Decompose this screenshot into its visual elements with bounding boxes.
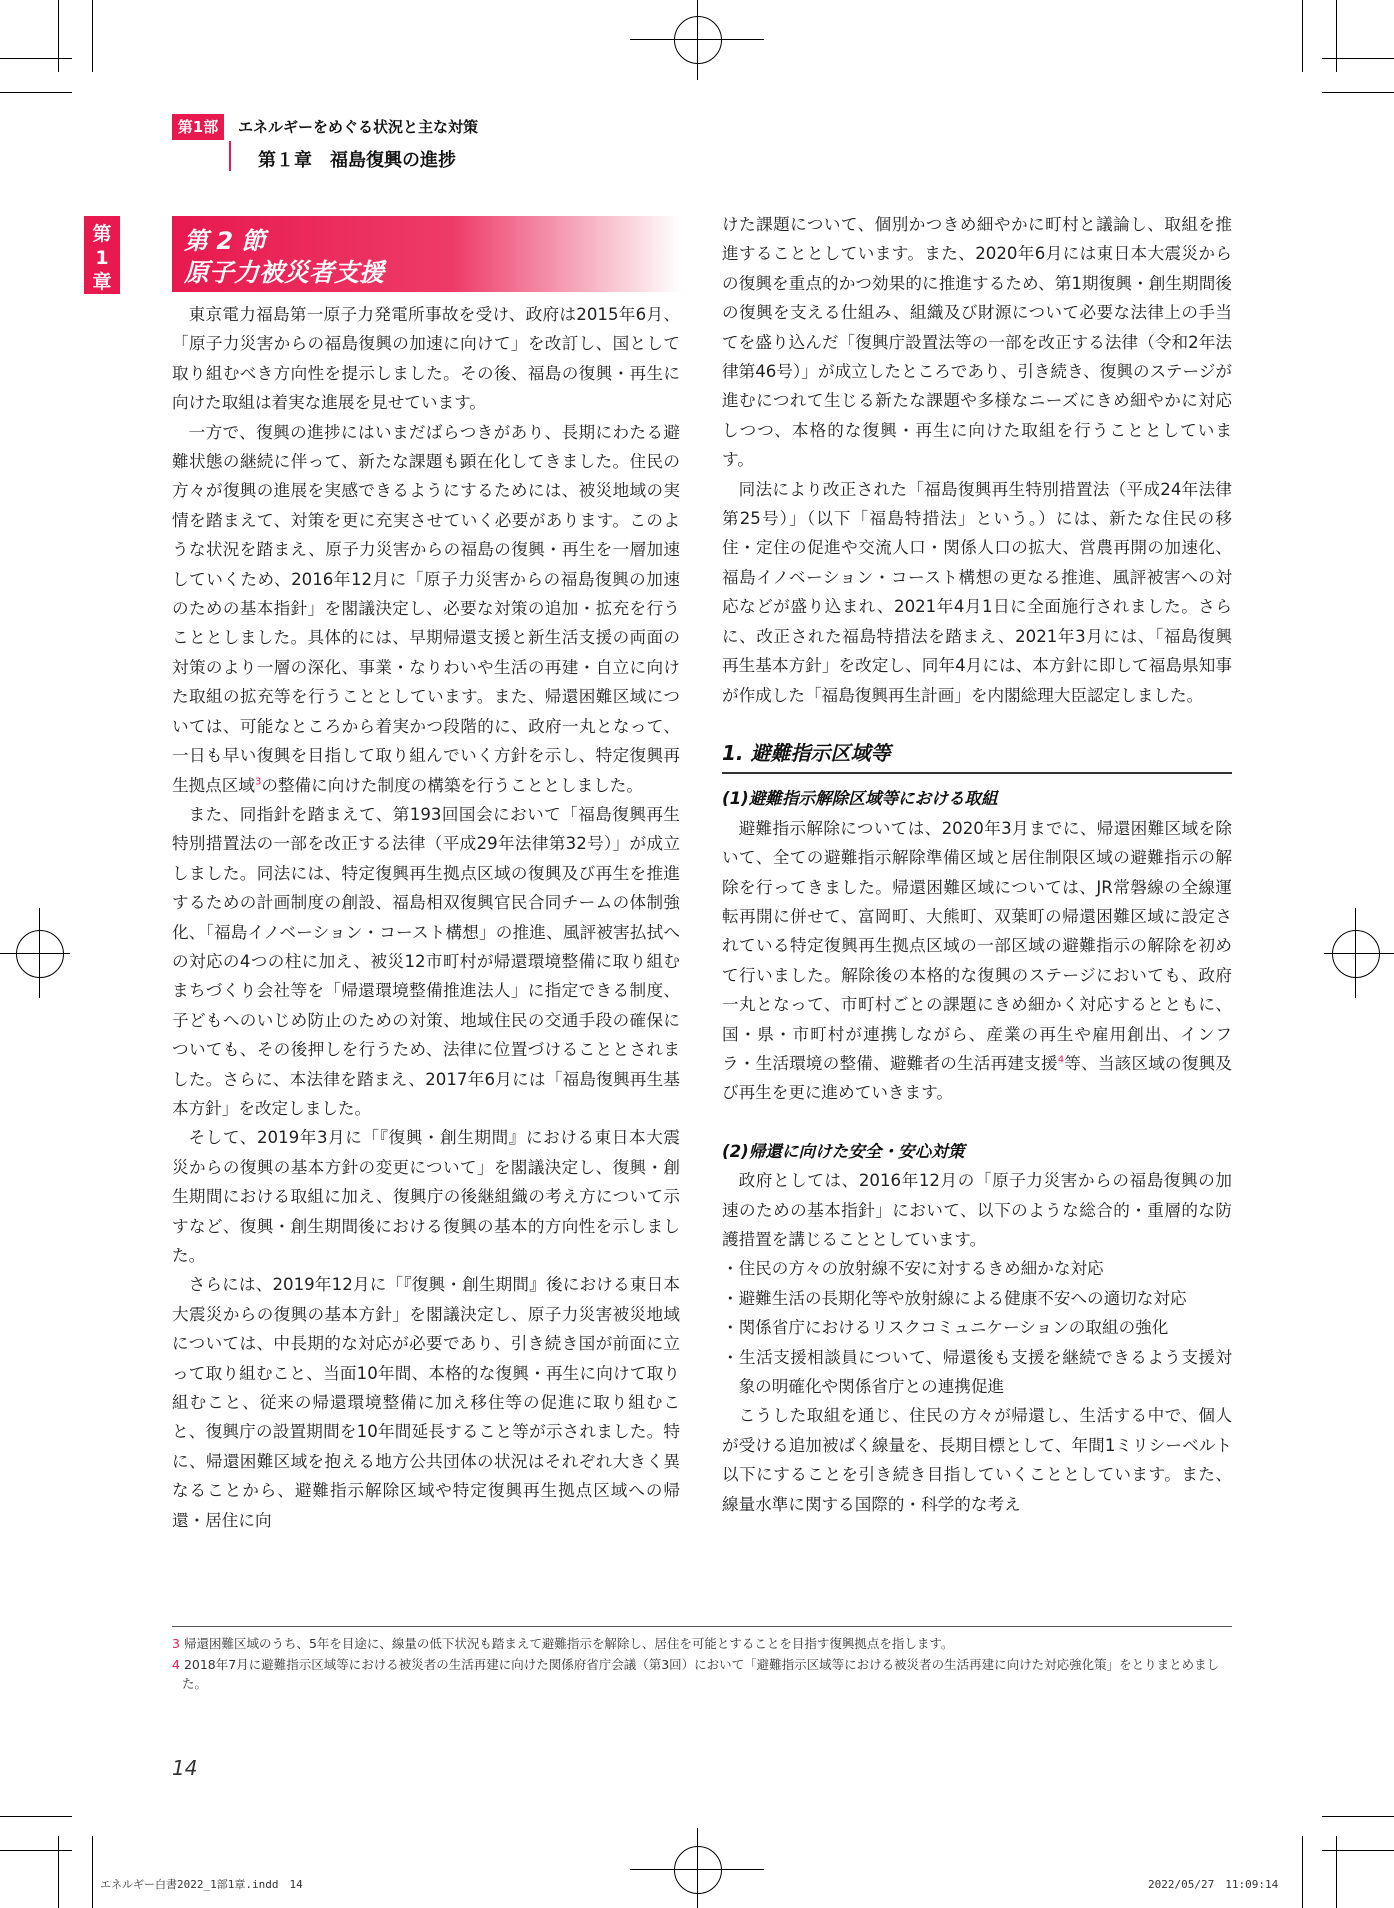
part-badge: 第1部: [172, 114, 224, 140]
footnote-4: [172, 1655, 1242, 1693]
list-item: ・生活支援相談員について、帰還後も支援を継続できるよう支援対象の明確化や関係省庁との連携促進: [722, 1347, 1232, 1397]
body-text: 一方で、復興の進捗にはいまだばらつきがあり、長期にわたる避難状態の継続に伴って、新たな課題も顕在化してきました。住民の方々が復興の進展を実感できるようにするためには、被災地域の実情を踏まえて、対策を更に充実させていく必要があります。このような状況を踏まえ、原子力災害からの福島の復興・再生を一層加速していくため、2016年12月に「原子力災害からの福島復興の加速のための基本指針」を閣議決定し、必要な対策の追加・拡充を行うこととしました。具体的には、早期帰還支援と新生活支援の両面の対策のより一層の深化、事業・なりわいや生活の再建・自立に向けた取組の拡充等を行うこととしています。また、帰還困難区域については、可能なところから着実かつ段階的に、政府一丸となって、一日も早い復興を目指して取り組んでいく方針を示し、特定復興再生拠点区域: [172, 422, 680, 795]
footnote-ref[interactable]: 4: [1057, 1054, 1065, 1066]
spacer: [722, 1108, 1232, 1137]
chapter-side-tab: [84, 216, 120, 294]
section-number: 第 2 節: [184, 227, 266, 255]
body-paragraph: 東京電力福島第一原子力発電所事故を受け、政府は2015年6月、「原子力災害からの福島復興の加速に向けて」を改訂し、国として取り組むべき方向性を提示しました。その後、福島の復興・再生に向けた取組は着実な進展を見せています。: [172, 305, 680, 413]
footnote-text: 帰還困難区域のうち、5年を目途に、線量の低下状況も踏まえて避難指示を解除し、居住を可能とすることを目指す復興拠点を指します。: [183, 1636, 954, 1651]
side-tab-line: 第: [92, 223, 112, 245]
body-paragraph: [172, 418, 680, 800]
body-paragraph: さらには、2019年12月に「『復興・創生期間』後における東日本大震災からの復興の基本方針」を閣議決定し、原子力災害被災地域については、中長期的な対応が必要であり、引き続き国が前面に立って取り組むこと、当面10年間、本格的な復興・再生に向けて取り組むこと、従来の帰還環境整備に加え移住等の促進に取り組むこと、復興庁の設置期間を10年間延長すること等が示されました。特に、帰還困難区域を抱える地方公共団体の状況はそれぞれ大きく異なることから、避難指示解除区域や特定復興再生拠点区域への帰還・居住に向: [172, 1275, 680, 1530]
body-paragraph: そして、2019年3月に「『復興・創生期間』における東日本大震災からの復興の基本方針の変更について」を閣議決定し、復興・創生期間における取組に加え、復興庁の後継組織の考え方について示すなど、復興・創生期間後における復興の基本的方向性を示しました。: [172, 1128, 680, 1265]
side-tab-line: 章: [92, 271, 112, 293]
heading-evacuation-areas: 1. 避難指示区域等: [722, 740, 891, 765]
footnote-number: 3: [172, 1636, 180, 1651]
slug-timestamp: 2022/05/27 11:09:14: [1148, 1878, 1279, 1891]
part-title: エネルギーをめぐる状況と主な対策: [238, 118, 479, 136]
footnote-text: 2018年7月に避難指示区域等における被災者の生活再建に向けた関係府省庁会議（第3回）において「避難指示区域等における被災者の生活再建に向けた対応強化策」をとりまとめました。: [182, 1657, 1220, 1691]
side-tab-line: 1: [95, 247, 109, 269]
list-item: ・関係省庁におけるリスクコミュニケーションの取組の強化: [722, 1318, 1169, 1338]
body-paragraph: 政府としては、2016年12月の「原子力災害からの福島復興の加速のための基本指針」において、以下のような総合的・重層的な防護措置を講じることとしています。: [722, 1171, 1232, 1249]
list-item: ・住民の方々の放射線不安に対するきめ細かな対応: [722, 1259, 1104, 1279]
footnote-ref[interactable]: 3: [254, 775, 262, 787]
page-number: 14: [172, 1756, 198, 1780]
body-paragraph: 同法により改正された「福島復興再生特別措置法（平成24年法律第25号）」（以下「福島特措法」という。）には、新たな住民の移住・定住の促進や交流人口・関係人口の拡大、営農再開の加速化、福島イノベーション・コースト構想の更なる推進、風評被害への対応などが盛り込まれ、2021年4月1日に全面施行されました。さらに、改正された福島特措法を踏まえ、2021年3月には、「福島復興再生基本方針」を改定し、同年4月には、本方針に即して福島県知事が作成した「福島復興再生計画」を内閣総理大臣認定しました。: [722, 479, 1232, 705]
header-accent-bar: [229, 141, 231, 171]
left-column: [172, 300, 680, 1535]
body-text: 避難指示解除については、2020年3月までに、帰還困難区域を除いて、全ての避難指示解除準備区域と居住制限区域の避難指示の解除を行ってきました。帰還困難区域については、JR常磐線の全線運転再開に併せて、富岡町、大熊町、双葉町の帰還困難区域に設定されている特定復興再生拠点区域の一部区域の避難指示の解除を初めて行いました。解除後の本格的な復興のステージにおいても、政府一丸となって、市町村ごとの課題にきめ細かく対応するとともに、国・県・市町村が連携しながら、産業の再生や雇用創出、インフラ・生活環境の整備、避難者の生活再建支援: [722, 818, 1232, 1073]
subheading-safety-measures: (2)帰還に向けた安全・安心対策: [722, 1141, 965, 1161]
footnote-3: [172, 1634, 1232, 1653]
body-text: 等、当該区域の復興及び再生を更に進めていきます。: [722, 1053, 1232, 1103]
chapter-title: 第１章 福島復興の進捗: [258, 150, 456, 171]
body-text: の整備に向けた制度の構築を行うこととしました。: [261, 775, 643, 795]
footnote-number: 4: [172, 1657, 180, 1672]
list-item: ・避難生活の長期化等や放射線による健康不安への適切な対応: [722, 1288, 1187, 1308]
subheading-lifted-areas: (1)避難指示解除区域等における取組: [722, 789, 998, 809]
slug-file-info: エネルギー白書2022_1部1章.indd 14: [100, 1878, 303, 1891]
spacer: [722, 710, 1232, 739]
footnote-rule: [172, 1626, 1232, 1627]
body-paragraph: また、同指針を踏まえて、第193回国会において「福島復興再生特別措置法の一部を改正する法律（平成29年法律第32号）」が成立しました。同法には、特定復興再生拠点区域の復興及び再生を推進するための計画制度の創設、福島相双復興官民合同チームの体制強化、「福島イノベーション・コースト構想」の推進、風評被害払拭への対応の4つの柱に加え、被災12市町村が帰還環境整備に取り組むまちづくり会社等を「帰還環境整備推進法人」に指定できる制度、子どもへのいじめ防止のための対策、地域住民の交通手段の確保についても、その後押しを行うため、法律に位置づけることとされました。さらに、本法律を踏まえ、2017年6月には「福島復興再生基本方針」を改定しました。: [172, 804, 680, 1118]
body-paragraph: [722, 814, 1232, 1108]
body-paragraph: けた課題について、個別かつきめ細やかに町村と議論し、取組を推進することとしています。また、2020年6月には東日本大震災からの復興を重点的かつ効果的に推進するため、第1期復興・創生期間後の復興を支える仕組み、組織及び財源について必要な法律上の手当てを盛り込んだ「復興庁設置法等の一部を改正する法律（令和2年法律第46号）」が成立したところであり、引き続き、復興のステージが進むにつれて生じる新たな課題や多様なニーズにきめ細やかに対応しつつ、本格的な復興・再生に向けた取組を行うこととしています。: [722, 215, 1232, 470]
heading-rule: [722, 772, 1232, 774]
right-column: [722, 210, 1232, 1519]
section-title: 原子力被災者支援: [184, 258, 385, 287]
body-paragraph: こうした取組を通じ、住民の方々が帰還し、生活する中で、個人が受ける追加被ばく線量を、長期目標として、年間1ミリシーベルト以下にすることを引き続き目指していくこととしています。また、線量水準に関する国際的・科学的な考え: [722, 1406, 1232, 1514]
